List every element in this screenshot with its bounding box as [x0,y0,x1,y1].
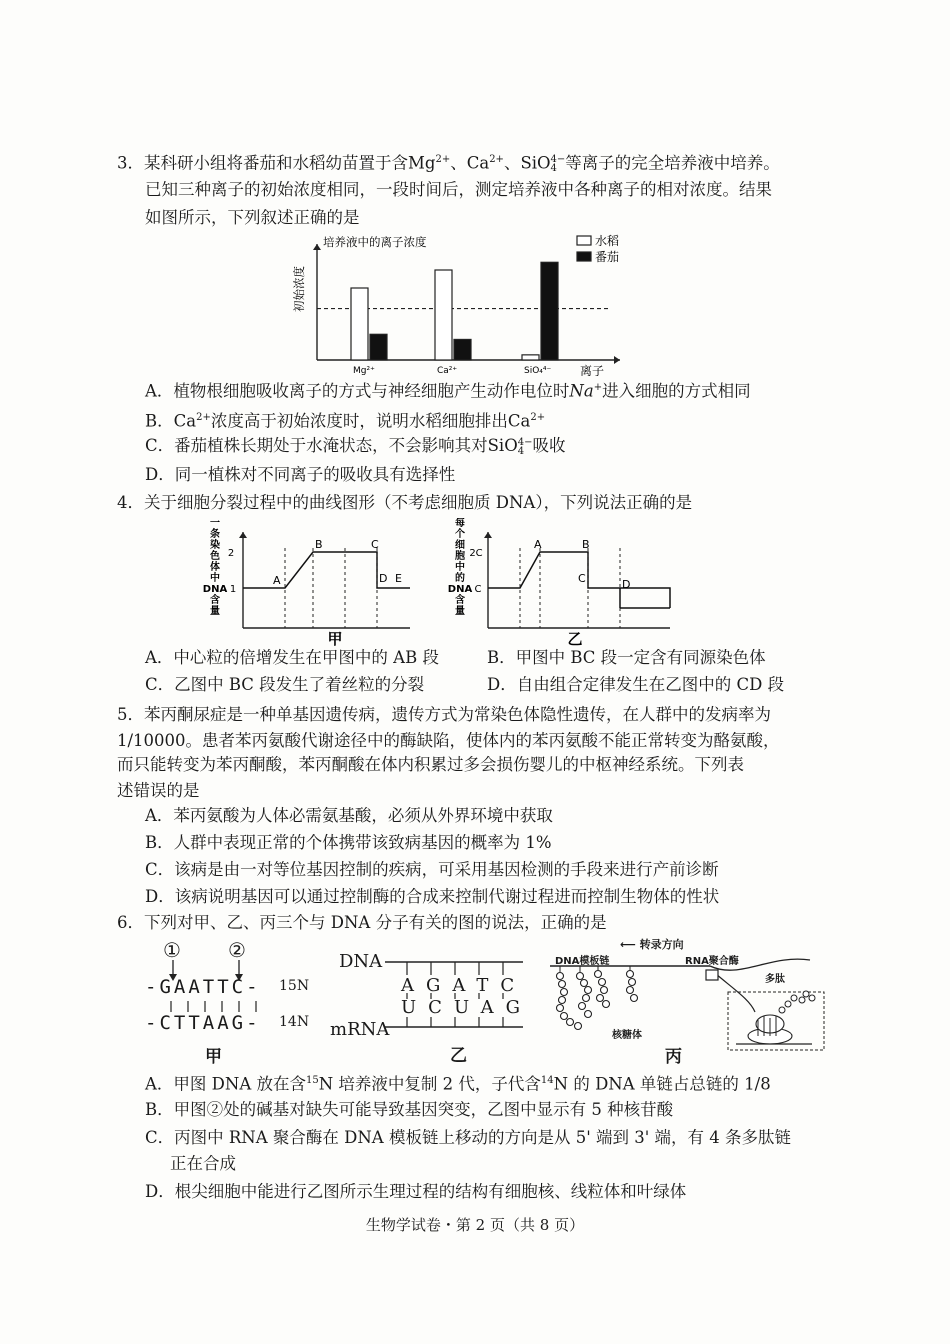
q6-option-a[interactable]: A．甲图 DNA 放在含$^{15}$N 培养液中复制 2 代，子代含$^{14}$N 的 DNA 单链占总链的 1/8 [145,1074,771,1094]
legend-label-0: 水稻 [595,234,620,248]
y-label-char: 体 [210,562,220,573]
figure-caption: 甲 [327,630,343,648]
caption-yi: 乙 [450,1046,467,1066]
template-strand-label: DNA模板链 [555,956,610,967]
chart-title: 培养液中的离子浓度 [323,235,427,249]
peptide-label: 多肽 [765,974,785,985]
q4-stem: 4．关于细胞分裂过程中的曲线图形（不考虑细胞质 DNA），下列说法正确的是 [117,493,693,512]
legend-swatch-1 [577,252,591,261]
legend-swatch-0 [577,236,591,245]
q5-stem-line4: 述错误的是 [117,781,200,800]
q4-option-b[interactable]: B．甲图中 BC 段一定含有同源染色体 [487,648,766,667]
y-label-char: DNA [202,584,228,595]
bar-tomato-0 [370,334,387,360]
y-tick-high: 2C [469,548,483,559]
q3-stem-line1: 3．某科研小组将番茄和水稻幼苗置于含$Mg^{2+}$、$Ca^{2+}$、SiO 4− 4 等离子的完全培养液中培养。 [117,153,780,174]
q6-figure-yi [330,945,532,1070]
y-label-char: 含 [210,595,220,606]
point-label-C: C [578,572,586,585]
mrna-bases: UCUAG [401,997,532,1018]
q3-option-a[interactable]: A．植物根细胞吸收离子的方式与神经细胞产生动作电位时Na+进入细胞的方式相同 [145,381,751,401]
category-label-2: SiO₄⁴⁻ [524,366,552,376]
y-label-char: 条 [210,529,220,540]
q5-option-a[interactable]: A．苯丙氨酸为人体必需氨基酸，必须从外界环境中获取 [145,806,553,825]
x-axis-arrow [614,356,620,364]
q4-option-d[interactable]: D．自由组合定律发生在乙图中的 CD 段 [487,675,785,694]
q4-option-a[interactable]: A．中心粒的倍增发生在甲图中的 AB 段 [145,648,439,667]
point-label-D: D [379,572,388,585]
q3-option-b[interactable]: B．$Ca^{2+}$浓度高于初始浓度时，说明水稻细胞排出$Ca^{2+}$ [145,411,546,431]
bar-tomato-2 [541,262,558,360]
y-label-char: 胞 [455,551,465,562]
y-label-char: 的 [455,573,465,584]
q6-stem: 6．下列对甲、乙、丙三个与 DNA 分子有关的图的说法，正确的是 [117,913,607,932]
point-label-B: B [315,538,323,551]
y-label-char: DNA [447,584,473,595]
q6-figure-bing [540,936,830,1071]
transcription-translation-diagram [540,950,830,1060]
point-label-B: B [582,538,590,551]
q5-option-d[interactable]: D．该病说明基因可以通过控制酶的合成来控制代谢过程进而控制生物体的性状 [145,887,720,906]
y-tick-low: 1 [229,584,237,595]
dna-label: DNA [339,951,383,972]
label-14n: 14N [279,1014,310,1030]
y-label-char: 每 [455,518,465,529]
rna-polymerase-label: RNA聚合酶 [685,956,739,967]
point-label-E: E [395,572,402,585]
bar-rice-1 [435,270,452,360]
y-axis-arrow [239,532,247,538]
point-label-A: A [273,574,281,587]
q6-option-d[interactable]: D．根尖细胞中能进行乙图所示生理过程的结构有细胞核、线粒体和叶绿体 [145,1182,687,1201]
q5-option-c[interactable]: C．该病是由一对等位基因控制的疾病，可采用基因检测的手段来进行产前诊断 [145,860,719,879]
y-label-char: 量 [455,606,465,617]
y-label-char: 量 [210,606,220,617]
category-label-0: Mg²⁺ [353,366,375,376]
bar-rice-0 [351,288,368,360]
bar-tomato-1 [454,339,471,360]
category-label-1: Ca²⁺ [437,366,458,376]
q6-figure-jia [145,938,325,1068]
dna-bases: AGATC [401,975,527,996]
ribosome-label: 核糖体 [612,1030,642,1041]
x-axis-label: 离子 [580,364,605,377]
q6-option-c-line1[interactable]: C．丙图中 RNA 聚合酶在 DNA 模板链上移动的方向是从 5' 端到 3' 端，有 4 条多肽链 [145,1128,791,1147]
y-label-char: 染 [210,540,220,551]
q3-option-d[interactable]: D．同一植株对不同离子的吸收具有选择性 [145,465,456,484]
q6-option-b[interactable]: B．甲图②处的碱基对缺失可能导致基因突变，乙图中显示有 5 种核苷酸 [145,1100,674,1119]
y-label-char: 个 [455,529,465,540]
legend-label-1: 番茄 [595,250,620,264]
label-15n: 15N [279,978,310,994]
transcription-direction: ⟵ 转录方向 [620,938,684,951]
q5-stem-line1: 5．苯丙酮尿症是一种单基因遗传病，遗传方式为常染色体隐性遗传，在人群中的发病率为 [117,705,771,724]
y-label-char: 中 [210,573,220,584]
q6-option-c-line2[interactable]: 正在合成 [170,1154,236,1173]
q4-figure-jia [195,518,425,648]
y-tick-high: 2 [227,548,235,559]
point-label-D: D [622,578,631,591]
y-label-char: 色 [210,551,220,562]
q5-option-b[interactable]: B．人群中表现正常的个体携带该致病基因的概率为 1% [145,833,552,852]
y-label-char: 细 [455,540,465,551]
figure-caption: 乙 [567,630,583,648]
caption-bing: 丙 [665,1047,682,1067]
marker-1: ① [163,938,181,962]
point-label-A: A [534,538,542,551]
q3-option-c[interactable]: C．番茄植株长期处于水淹状态，不会影响其对SiO 4− 4 吸收 [145,436,566,457]
y-axis-label: 初始浓度 [292,266,306,312]
y-label-char: 一 [210,518,220,529]
q3-stem-line2: 已知三种离子的初始浓度相同，一段时间后，测定培养液中各种离子的相对浓度。结果 [145,180,772,199]
y-axis-arrow [484,532,492,538]
q5-stem-line2: 1/10000。患者苯丙氨酸代谢途径中的酶缺陷，使体内的苯丙氨酸不能正常转变为酪氨酸， [117,731,780,750]
page-footer: 生物学试卷・第 2 页（共 8 页） [365,1216,585,1234]
q3-stem-line3: 如图所示，下列叙述正确的是 [145,208,360,227]
marker-2: ② [228,938,246,962]
ion-concentration-chart [285,232,655,377]
strand-top: -GAATTC- [145,976,261,998]
chart-legend [577,233,619,264]
q4-figure-yi [440,518,680,648]
q5-stem-line3: 而只能转变为苯丙酮酸，苯丙酮酸在体内积累过多会损伤婴儿的中枢神经系统。下列表 [117,755,744,774]
q4-option-c[interactable]: C．乙图中 BC 段发生了着丝粒的分裂 [145,675,425,694]
caption-jia: 甲 [205,1047,222,1067]
y-label-char: 含 [455,595,465,606]
bar-rice-2 [522,355,539,360]
strand-bottom: -CTTAAG- [145,1012,261,1034]
y-axis-arrow [313,244,321,250]
y-tick-low: C [474,584,482,595]
mrna-label: mRNA [330,1019,390,1040]
y-label-char: 中 [455,562,465,573]
point-label-C: C [371,538,379,551]
